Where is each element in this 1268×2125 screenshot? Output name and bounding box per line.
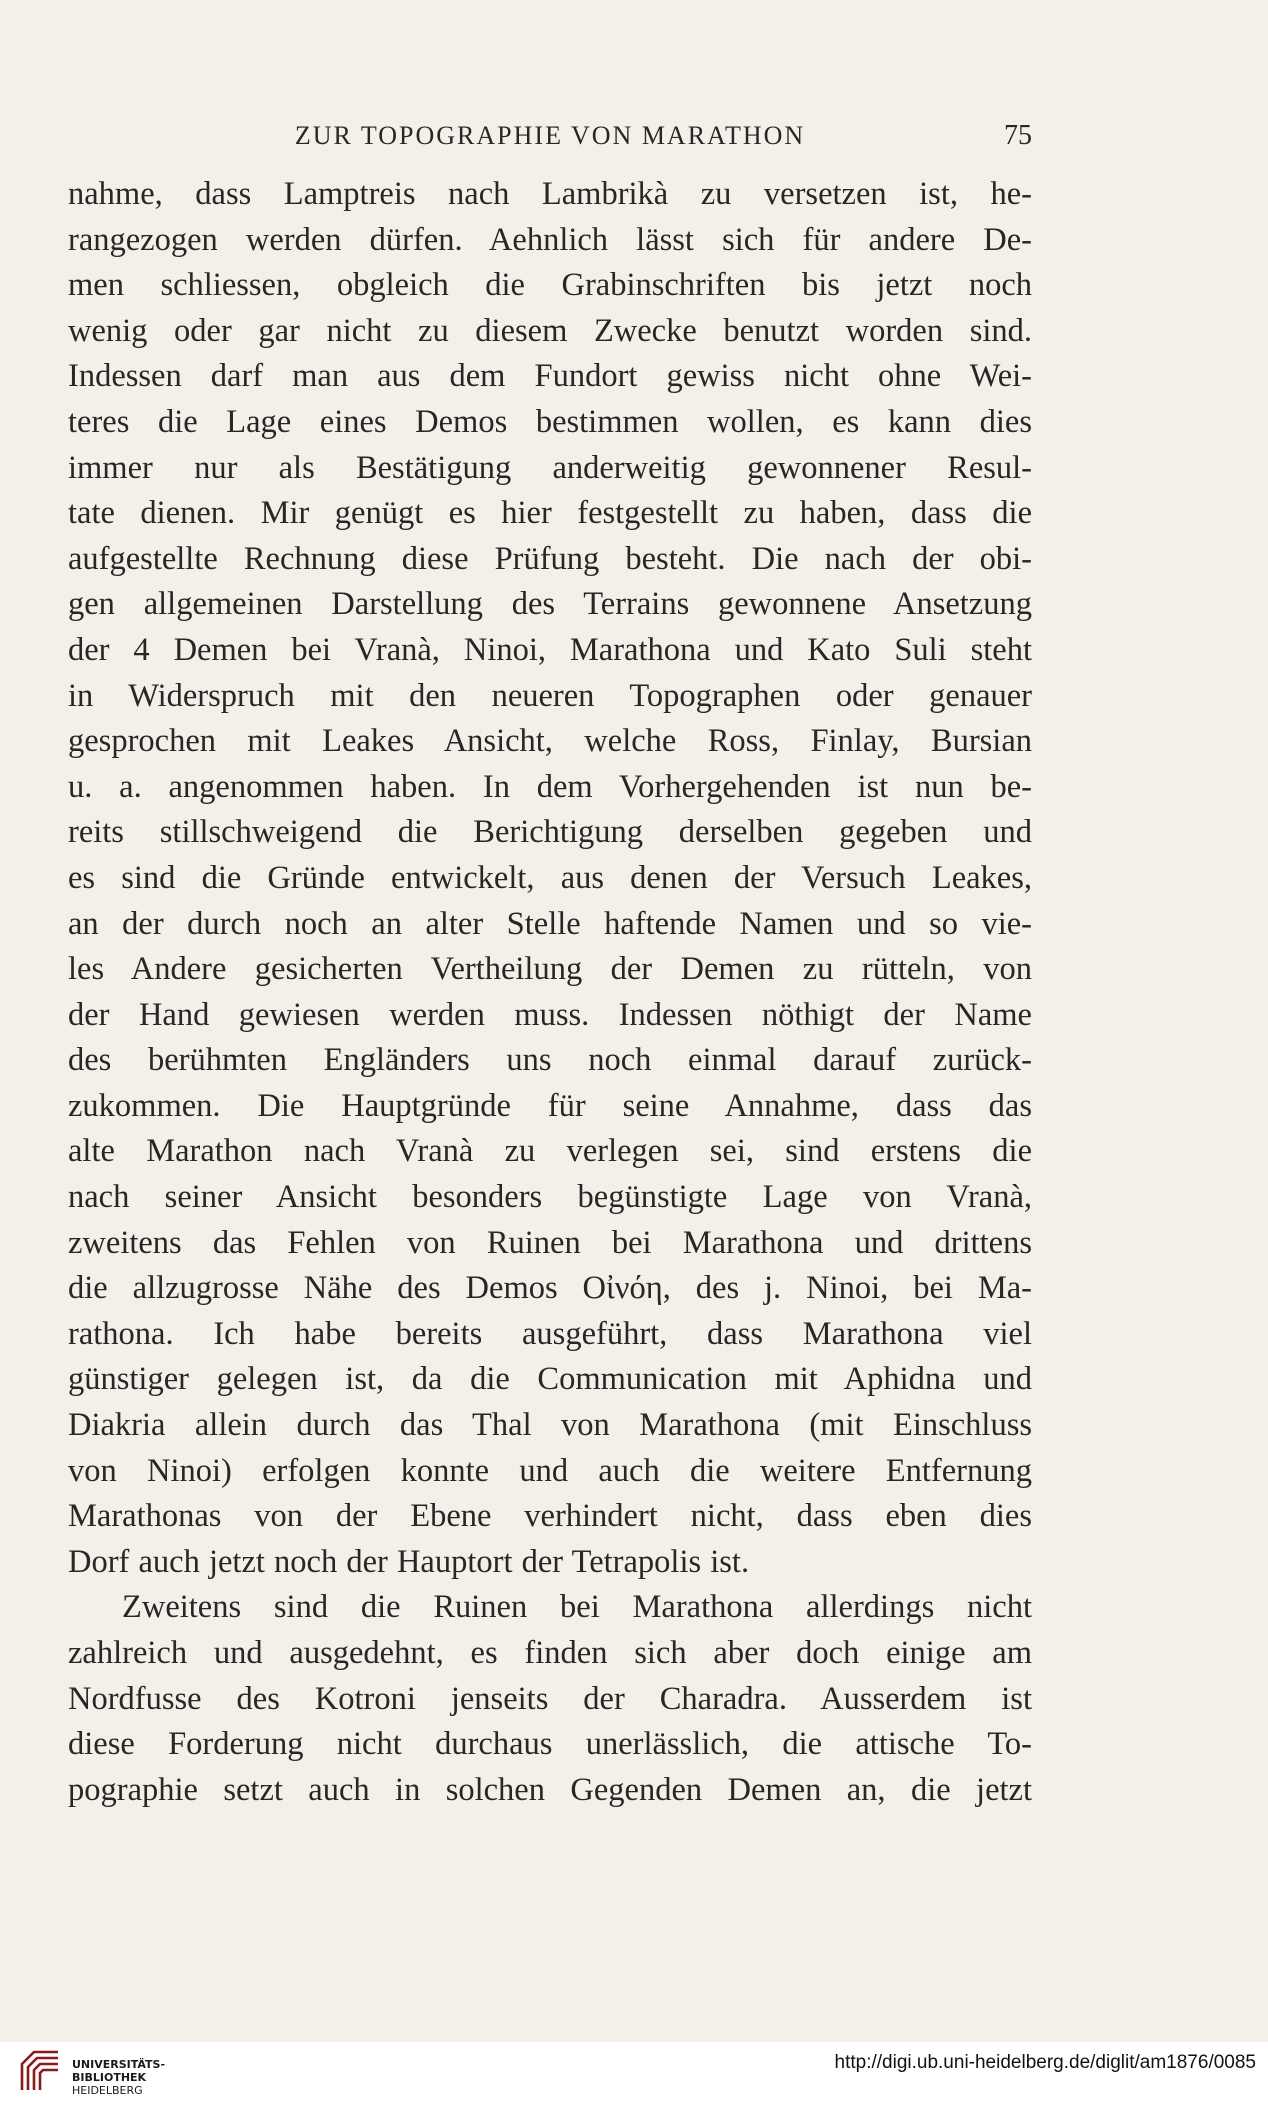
footer-bar	[0, 2042, 1268, 2125]
text-line: tate dienen. Mir genügt es hier festgestellt zu haben, dass die	[68, 495, 1032, 532]
text-line: an der durch noch an alter Stelle haftende Namen und so vie-	[68, 905, 1032, 942]
text-line: Nordfusse des Kotroni jenseits der Charadra. Ausserdem ist	[68, 1680, 1032, 1717]
text-line: günstiger gelegen ist, da die Communication mit Aphidna und	[68, 1361, 1032, 1398]
text-line: Marathonas von der Ebene verhindert nicht, dass eben dies	[68, 1498, 1032, 1535]
text-line: teres die Lage eines Demos bestimmen wollen, es kann dies	[68, 403, 1032, 440]
library-name-line: UNIVERSITÄTS-	[72, 2058, 166, 2071]
text-line: in Widerspruch mit den neueren Topographen oder genauer	[68, 677, 1032, 714]
body-text	[68, 172, 1032, 1813]
text-line: Zweitens sind die Ruinen bei Marathona allerdings nicht	[122, 1589, 1032, 1626]
library-name-line: BIBLIOTHEK	[72, 2071, 147, 2084]
text-line: zahlreich und ausgedehnt, es finden sich aber doch einige am	[68, 1635, 1032, 1671]
text-line: pographie setzt auch in solchen Gegenden Demen an, die jetzt	[68, 1771, 1032, 1808]
library-logo-icon	[14, 2046, 66, 2098]
text-line: rangezogen werden dürfen. Aehnlich lässt sich für andere De-	[68, 221, 1032, 258]
text-line: Indessen darf man aus dem Fundort gewiss nicht ohne Wei-	[68, 358, 1032, 395]
library-name-line: HEIDELBERG	[72, 2084, 143, 2097]
text-line: aufgestellte Rechnung diese Prüfung besteht. Die nach der obi-	[68, 540, 1032, 577]
text-line: les Andere gesicherten Vertheilung der Demen zu rütteln, von	[68, 951, 1032, 988]
text-line: Dorf auch jetzt noch der Hauptort der Tetrapolis ist.	[68, 1543, 750, 1580]
running-head	[68, 116, 1032, 156]
text-line: wenig oder gar nicht zu diesem Zwecke benutzt worden sind.	[68, 312, 1032, 349]
text-line: nach seiner Ansicht besonders begünstigte Lage von Vranà,	[68, 1179, 1032, 1216]
text-line: diese Forderung nicht durchaus unerlässlich, die attische To-	[68, 1726, 1032, 1763]
text-line: nahme, dass Lamptreis nach Lambrikà zu versetzen ist, he-	[68, 176, 1032, 212]
source-url[interactable]: http://digi.ub.uni-heidelberg.de/diglit/am1876/0085	[834, 2052, 1256, 2073]
text-line: Diakria allein durch das Thal von Marathona (mit Einschluss	[68, 1407, 1032, 1444]
text-line: gesprochen mit Leakes Ansicht, welche Ross, Finlay, Bursian	[68, 723, 1032, 760]
text-line: reits stillschweigend die Berichtigung derselben gegeben und	[68, 814, 1032, 851]
text-line: der Hand gewiesen werden muss. Indessen nöthigt der Name	[68, 996, 1032, 1033]
text-line: gen allgemeinen Darstellung des Terrains gewonnene Ansetzung	[68, 586, 1032, 623]
text-line: des berühmten Engländers uns noch einmal darauf zurück-	[68, 1042, 1032, 1079]
running-title: ZUR TOPOGRAPHIE VON MARATHON	[294, 121, 806, 150]
text-line: der 4 Demen bei Vranà, Ninoi, Marathona und Kato Suli steht	[68, 631, 1032, 668]
text-line: alte Marathon nach Vranà zu verlegen sei, sind erstens die	[68, 1133, 1032, 1170]
text-line: rathona. Ich habe bereits ausgeführt, dass Marathona viel	[68, 1315, 1032, 1352]
text-line: die allzugrosse Nähe des Demos Οἰνόη, des j. Ninoi, bei Ma-	[68, 1270, 1032, 1307]
text-line: u. a. angenommen haben. In dem Vorhergehenden ist nun be-	[68, 768, 1032, 805]
library-name	[72, 2058, 165, 2097]
text-line: men schliessen, obgleich die Grabinschriften bis jetzt noch	[68, 267, 1032, 304]
text-line: immer nur als Bestätigung anderweitig gewonnener Resul-	[68, 449, 1032, 486]
page-number: 75	[1004, 120, 1032, 151]
text-line: von Ninoi) erfolgen konnte und auch die weitere Entfernung	[68, 1452, 1032, 1489]
text-line: es sind die Gründe entwickelt, aus denen der Versuch Leakes,	[68, 859, 1032, 896]
text-line: zukommen. Die Hauptgründe für seine Annahme, dass das	[68, 1087, 1032, 1124]
text-line: zweitens das Fehlen von Ruinen bei Marathona und drittens	[68, 1224, 1032, 1261]
